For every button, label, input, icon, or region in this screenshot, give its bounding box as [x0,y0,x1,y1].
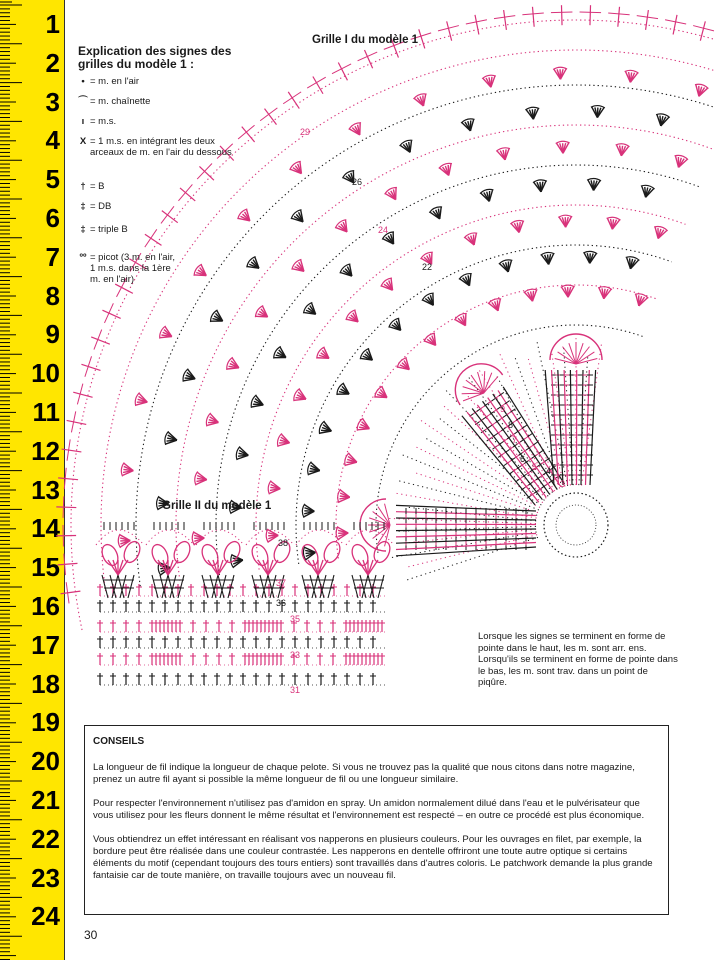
fan-cluster-icon [561,285,575,297]
ruler-mark: 14 [31,513,60,544]
row-number: 3 [560,479,566,489]
legend-item-sc: ı = m.s. [76,116,116,127]
ruler-mark: 3 [45,86,60,117]
fan-cluster-icon [245,255,263,273]
row-number: 7 [512,435,518,445]
fan-cluster-icon [348,121,366,138]
outer-stitch-bar [94,330,102,350]
chain-arc [176,125,713,581]
fan-cluster-icon [632,292,649,307]
outer-stitch-bar [580,12,601,13]
outer-stitch-bar [104,303,113,323]
outer-stitch [81,364,100,370]
ruler-mark: 15 [31,552,60,583]
ruler-mark: 18 [31,668,60,699]
fan-cluster-icon [337,489,351,504]
outer-stitch [364,50,372,68]
fan-cluster-icon [482,74,498,88]
slip-stitch-icon: ⌒ [78,96,88,107]
fan-cluster-icon [339,262,357,280]
fan-cluster-icon [194,471,208,486]
grid2-diagram [96,522,394,695]
fan-cluster-icon [334,218,352,236]
legend-title: Explication des signes des grilles du modèle 1 : [78,44,232,71]
fan-cluster-icon [302,504,315,519]
grid1-title: Grille I du modèle 1 [312,34,419,46]
fan-cluster-icon [272,345,289,363]
outer-stitch [62,449,82,452]
treble-crochet-icon: ‡ [80,201,86,212]
petal-wedge-top [545,334,602,485]
ruler-mark: 8 [45,280,60,311]
page-number: 30 [84,928,98,942]
stitch-note: Lorsque les signes se terminent en forme de pointe dans le haut, les m. sont arr. ens. Lorsqu'ils se terminent en forme de pointe dans le bas, les m. sont trav. dans un point de piqûre. [478,631,678,688]
outer-stitch [67,420,87,424]
fan-cluster-icon [343,452,358,469]
outer-stitch [102,310,120,318]
tips-paragraph-2: Pour respecter l'environnement n'utilisez pas d'amidon en spray. Un amidon normalement dilué dans l'eau et le pulvérisateur que vous utilisez pour les fleurs donnent le même résultat et l'environnement est respecté – en outre ce procédé est plus économique. [93,798,645,821]
legend-item-chain: • = m. en l'air [76,76,139,87]
legend-item-tr: ‡ = DB [76,201,111,212]
ruler-mark: 4 [45,125,60,156]
fan-cluster-icon [225,356,242,374]
fan-cluster-icon [654,113,670,128]
petal-wedge-left [360,499,536,556]
outer-stitch-bar [332,64,351,74]
chain-spoke [439,418,545,501]
row-number: 24 [378,225,389,235]
row-number: 5 [532,462,538,472]
row-number: 35 [290,614,301,624]
fan-cluster-icon [558,215,572,227]
legend-item-dtr: ‡ = triple B [76,224,128,235]
fan-cluster-icon [209,309,226,327]
ruler-mark: 11 [32,397,60,427]
fan-cluster-icon [387,317,405,335]
fan-cluster-icon [318,420,334,437]
row-number: 4 [546,466,552,476]
fan-cluster-icon [276,433,291,450]
center-ring-inner [556,505,596,545]
fan-cluster-icon [335,382,352,400]
fan-cluster-icon [290,208,308,226]
row-number: 31 [290,685,301,695]
ruler-mark: 21 [31,785,60,815]
outer-stitch [58,563,78,565]
ruler-mark: 16 [31,591,60,621]
row-number: 37 [276,578,287,588]
ruler-mark: 5 [45,164,60,195]
fan-cluster-icon [556,141,570,153]
outer-stitch [618,7,620,27]
legend-item-slip: ⌒ = m. chaînette [76,96,150,107]
fan-cluster-icon [121,462,135,477]
fan-cluster-icon [307,461,322,477]
triple-crochet-icon: ‡ [80,224,86,235]
fan-cluster-icon [672,154,689,169]
fan-cluster-icon [553,67,567,79]
legend-item-dc: † = B [76,181,105,192]
row-number: 22 [422,262,433,272]
chain-spoke [466,394,550,494]
x-stitch-icon: X [79,136,87,147]
fan-cluster-icon [605,216,620,230]
fan-cluster-icon [302,301,320,319]
tips-paragraph-1: La longueur de fil indique la longueur de chaque pelote. Si vous ne trouvez pas la qualité que nous citons dans notre magazine, prenez un autre fil ayant si possible la même longueur de fil ou une longueur similaire. [93,762,635,785]
fan-cluster-icon [510,219,526,233]
ruler-mark: 13 [31,474,60,505]
fan-cluster-icon [235,446,250,462]
outer-stitch-bar [161,206,174,223]
fan-cluster-icon [289,160,307,178]
fan-cluster-icon [158,325,175,343]
outer-stitch-bar [307,77,326,88]
legend-item-x: X = 1 m.s. en intégrant les deux arceaux de m. en l'air du dessous [76,136,246,158]
row-number: 33 [290,650,301,660]
fan-cluster-icon [292,388,309,406]
single-crochet-icon: ı [81,116,85,127]
fan-cluster-icon [336,526,348,540]
fan-cluster-icon [533,179,548,192]
tips-heading: CONSEILS [93,736,145,747]
fan-cluster-icon [384,186,402,203]
outer-stitch [56,507,76,508]
tips-box [84,725,669,915]
row-number: 29 [300,127,311,137]
fan-cluster-icon [192,531,204,545]
row-number: 26 [352,177,363,187]
fan-cluster-icon [345,308,363,326]
fan-cluster-icon [597,286,612,300]
ruler-mark: 6 [45,203,60,233]
outer-stitch-bar [145,229,157,247]
fan-cluster-icon [438,162,455,178]
fan-cluster-icon [651,225,668,240]
fan-cluster-icon [254,304,272,322]
tips-paragraph-3: Vous obtiendrez un effet intéressant en réalisant vos napperons en plusieurs couleurs. Pour les ouvrages en filet, par exemple, la bordure peut être réalisée dans une couleur contrastée. Les napperons en dentelle offriront une toute autre optique si certains éléments du motif (cependant toujours des tours entiers) sont travaillés dans d'autres coloris. Le patchwork demande la plus grande fantaisie car de toute manière, on travaille toujours avec un nouveau fil. [93,834,653,881]
fan-cluster-icon [525,107,540,120]
outer-stitch-bar [358,52,378,61]
ruler-mark: 23 [31,862,60,893]
chain-arc [256,205,685,570]
outer-stitch [700,21,705,40]
ruler-mark: 24 [31,901,60,932]
fan-cluster-icon [458,272,476,289]
ruler-mark: 1 [45,9,60,39]
fan-cluster-icon [463,231,480,247]
outer-stitch [419,29,425,48]
fan-cluster-icon [523,288,539,302]
fan-cluster-icon [236,208,254,226]
row-number: 8 [508,420,514,430]
outer-stitch-bar [260,108,277,121]
outer-stitch [532,7,534,27]
outer-stitch [673,15,677,35]
outer-stitch [58,478,78,480]
fan-cluster-icon [315,346,333,364]
fan-cluster-icon [230,553,243,568]
outer-stitch-bar [283,92,301,104]
fan-cluster-icon [205,412,220,429]
row-number: 9 [500,404,506,414]
row-number: 36 [276,598,287,608]
grid2-title: Grille II du modèle 1 [162,500,272,512]
chain-arc [296,245,672,564]
fan-cluster-icon [164,431,179,447]
outer-stitch [115,284,133,293]
fan-cluster-icon [267,480,281,495]
outer-stitch-bar [551,12,572,13]
outer-stitch [61,591,81,594]
fan-cluster-icon [423,332,441,350]
fan-cluster-icon [623,70,638,84]
fan-cluster-icon [413,92,430,108]
fan-cluster-icon [454,312,472,329]
fan-cluster-icon [498,259,515,274]
ruler-mark: 7 [45,241,60,272]
ruler-mark: 10 [31,358,60,389]
center-ring [544,493,608,557]
outer-stitch [447,21,452,40]
fan-cluster-icon [250,394,266,411]
fan-cluster-icon [428,205,446,222]
fan-cluster-icon [373,385,391,403]
outer-stitch [338,63,347,81]
outer-stitch [475,15,479,35]
fan-cluster-icon [290,258,308,276]
ruler-mark: 9 [45,319,60,350]
outer-stitch [561,5,562,25]
outer-stitch [73,392,92,397]
fan-cluster-icon [399,138,417,155]
outer-stitch [504,10,507,30]
fan-cluster-icon [624,256,640,271]
ruler-mark: 2 [45,47,60,78]
ruler-mark: 22 [31,823,60,854]
fan-cluster-icon [479,188,496,203]
chain-spoke [402,455,539,510]
fan-cluster-icon [487,297,504,313]
fan-cluster-icon [396,356,414,374]
outer-stitch [590,5,591,25]
fan-cluster-icon [639,184,655,199]
fan-cluster-icon [461,117,478,132]
fan-cluster-icon [587,178,602,191]
outer-stitch-bar [63,496,64,517]
fan-cluster-icon [266,528,278,542]
fan-cluster-icon [496,147,512,161]
fan-cluster-icon [118,534,130,548]
fan-cluster-icon [359,347,377,365]
chain-stitch-icon: • [81,76,85,87]
fan-cluster-icon [614,143,629,157]
fan-cluster-icon [421,291,439,309]
fan-cluster-icon [692,83,709,98]
fan-cluster-icon [380,276,398,294]
fan-cluster-icon [356,417,373,435]
ruler-mark: 17 [31,629,60,660]
outer-stitch-bar [85,356,92,376]
picot-icon: ºº [79,252,87,263]
row-number: 6 [520,454,526,464]
row-number: 38 [278,538,289,548]
fan-cluster-icon [583,251,598,264]
fan-cluster-icon [590,105,605,118]
legend-item-picot: ºº = picot (3 m. en l'air, 1 m.s. dans la 1ère m. en l'air) [76,252,186,285]
fan-cluster-icon [181,368,197,385]
ruler-mark: 19 [31,707,60,738]
fan-cluster-icon [540,252,555,265]
fan-cluster-icon [192,263,210,281]
fan-cluster-icon [134,392,149,409]
ruler-mark: 12 [31,435,60,466]
double-crochet-icon: † [80,181,86,192]
outer-stitch [646,10,649,30]
ruler-mark: 20 [31,746,60,777]
